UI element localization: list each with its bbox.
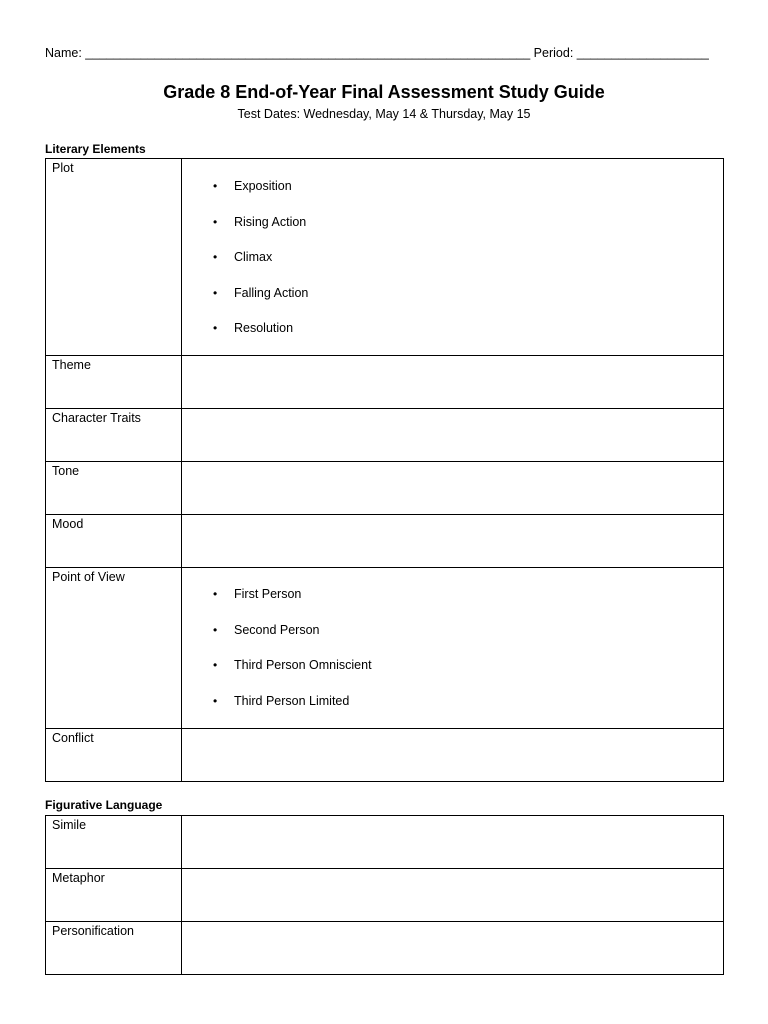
term-cell: Personification	[46, 922, 182, 975]
list-item: • First Person	[213, 587, 302, 601]
list-item: • Climax	[213, 250, 273, 264]
literary-elements-table	[45, 158, 724, 782]
notes-cell	[182, 409, 724, 462]
plot-bullet-list	[182, 159, 723, 336]
bullet-icon: •	[213, 250, 218, 264]
bullet-icon: •	[213, 622, 218, 637]
term-cell: Simile	[46, 816, 182, 869]
bullet-icon: •	[213, 214, 218, 229]
literary-elements-heading: Literary Elements	[45, 142, 146, 156]
bullet-icon: •	[213, 285, 218, 300]
notes-cell	[182, 729, 724, 782]
table-row	[46, 729, 724, 782]
list-item: • Resolution	[213, 321, 294, 335]
list-item: • Exposition	[213, 179, 292, 193]
notes-cell	[182, 462, 724, 515]
figurative-language-heading: Figurative Language	[45, 798, 163, 812]
list-item: • Falling Action	[213, 285, 309, 300]
notes-cell	[182, 869, 724, 922]
notes-cell	[182, 159, 724, 356]
list-item: • Third Person Omniscient	[213, 658, 372, 672]
table-row	[46, 568, 724, 729]
test-dates: Test Dates: Wednesday, May 14 & Thursday, May 15	[237, 107, 531, 121]
term-cell: Character Traits	[46, 409, 182, 462]
notes-cell	[182, 356, 724, 409]
table-row	[46, 356, 724, 409]
table-row	[46, 515, 724, 568]
notes-cell	[182, 568, 724, 729]
term-cell: Conflict	[46, 729, 182, 782]
list-item: • Third Person Limited	[213, 693, 350, 708]
name-period-line: Name: ________________________________________________________________ Period: ___________________	[45, 46, 709, 60]
notes-cell	[182, 515, 724, 568]
term-cell: Point of View	[46, 568, 182, 729]
bullet-icon: •	[213, 693, 218, 708]
term-cell: Plot	[46, 159, 182, 356]
notes-cell	[182, 922, 724, 975]
page-title: Grade 8 End-of-Year Final Assessment Study Guide	[163, 82, 605, 102]
table-row	[46, 922, 724, 975]
notes-cell	[182, 816, 724, 869]
term-cell: Mood	[46, 515, 182, 568]
bullet-icon: •	[213, 658, 218, 672]
point-of-view-bullet-list	[182, 568, 723, 709]
table-row	[46, 159, 724, 356]
table-row	[46, 462, 724, 515]
table-row	[46, 869, 724, 922]
term-cell: Theme	[46, 356, 182, 409]
bullet-icon: •	[213, 179, 218, 193]
term-cell: Tone	[46, 462, 182, 515]
table-row	[46, 409, 724, 462]
table-row	[46, 816, 724, 869]
term-cell: Metaphor	[46, 869, 182, 922]
list-item: • Second Person	[213, 622, 320, 637]
figurative-language-table	[45, 815, 724, 975]
bullet-icon: •	[213, 587, 218, 601]
bullet-icon: •	[213, 321, 218, 335]
list-item: • Rising Action	[213, 214, 307, 229]
